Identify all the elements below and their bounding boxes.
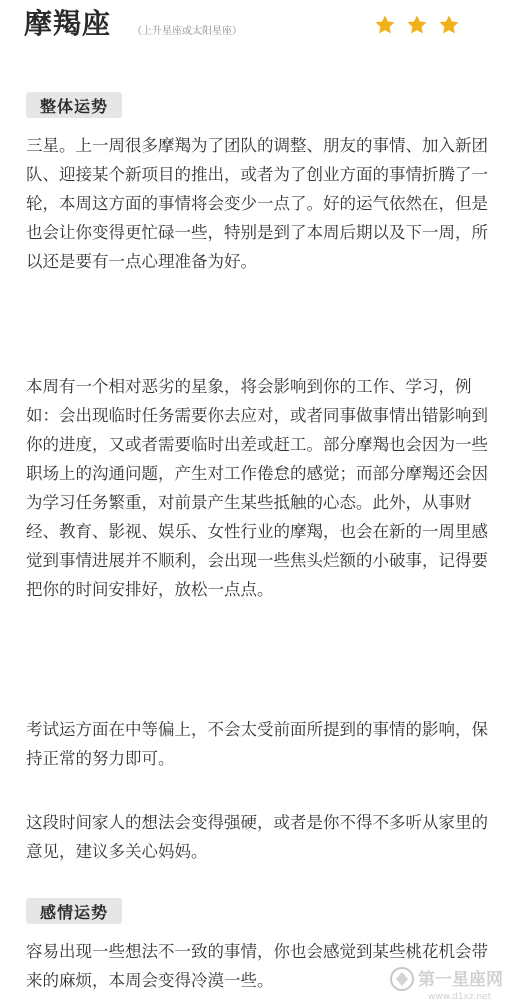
paragraph-love-1: 容易出现一些想法不一致的事情，你也会感觉到某些桃花机会带来的麻烦，本周会变得冷漠一些。 xyxy=(26,942,488,990)
rating-stars xyxy=(374,14,460,36)
svg-text:第一星座网: 第一星座网 xyxy=(418,970,503,990)
section-tag-love xyxy=(26,898,122,924)
paragraph-overall-2: 本周有一个相对恶劣的星象，将会影响到你的工作、学习，例如：会出现临时任务需要你去应对，或者同事做事情出错影响到你的进度，又或者需要临时出差或赶工。部分摩羯也会因为一些职场上的沟通问题，产生对工作倦怠的感觉；而部分摩羯还会因为学习任务繁重，对前景产生某些抵触的心态。此外，从事财经、教育、影视、娱乐、女性行业的摩羯，也会在新的一周里感觉到事情进展并不顺利，会出现一些焦头烂额的小破事，记得要把你的时间安排好，放松一点点。 xyxy=(26,377,488,599)
paragraph-overall-4: 这段时间家人的想法会变得强硬，或者是你不得不多听从家里的意见，建议多关心妈妈。 xyxy=(26,813,488,861)
paragraph-overall-1: 三星。上一周很多摩羯为了团队的调整、朋友的事情、加入新团队、迎接某个新项目的推出，或者为了创业方面的事情折腾了一轮，本周这方面的事情将会变少一点了。好的运气依然在，但是也会让你变得更忙碌一些，特别是到了本周后期以及下一周，所以还是要有一点心理准备为好。 xyxy=(26,136,488,271)
watermark-logo xyxy=(388,963,526,1003)
section-tag-overall xyxy=(26,92,122,118)
star-icon xyxy=(438,14,460,36)
page-title: 摩羯座 xyxy=(24,7,112,40)
section-tag-label: 整体运势 xyxy=(40,96,109,116)
section-tag-label: 感情运势 xyxy=(40,902,109,922)
svg-text:www.d1xz.net: www.d1xz.net xyxy=(428,992,492,1002)
star-icon xyxy=(406,14,428,36)
star-icon xyxy=(374,14,396,36)
header xyxy=(0,0,530,58)
page-subtitle: （上升星座或太阳星座） xyxy=(132,26,242,37)
paragraph-overall-3: 考试运方面在中等偏上，不会太受前面所提到的事情的影响，保持正常的努力即可。 xyxy=(26,720,488,768)
